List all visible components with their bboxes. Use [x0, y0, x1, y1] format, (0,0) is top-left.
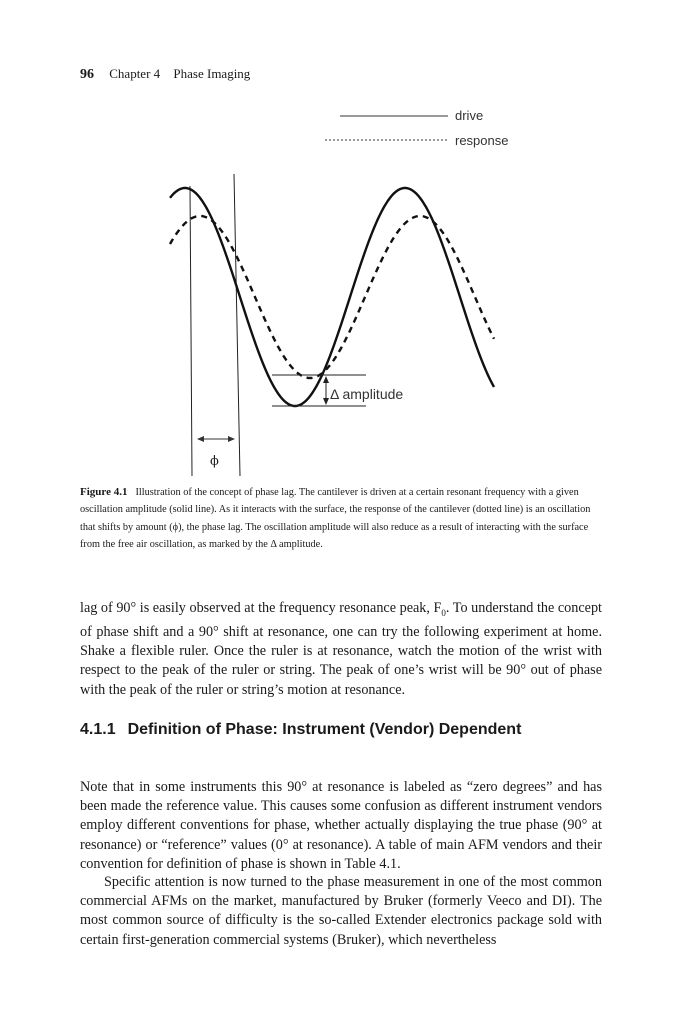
amplitude-arrow-head-up [323, 376, 329, 383]
paragraph-3: Specific attention is now turned to the phase measurement in one of the most common commercial AFMs on the market, manufactured by Bruker (formerly Veeco and DI). The most common source of difficulty is the so-called Extender electronics package sold with certain first-generation commercial systems (Bruker), which nevertheless [80, 874, 602, 948]
para1-text-b: . To understand the concept of phase shift and a 90° shift at resonance, one can try the following experiment at home. Shake a flexible ruler. Once the ruler is at resonance, watch the motion of the wrist with respect to the peak of the ruler or string. The peak of one’s wrist will be 90° out of phase with the peak of the ruler or string’s motion at resonance. [80, 600, 602, 698]
legend-drive-label: drive [455, 108, 484, 123]
phase-arrow-head-right [228, 436, 235, 442]
phase-symbol: ϕ [210, 454, 219, 469]
amplitude-label: Δ amplitude [330, 386, 404, 402]
section-heading [80, 720, 580, 739]
page-number: 96 [80, 67, 94, 82]
drive-wave [170, 188, 494, 406]
chapter-label: Chapter 4 [109, 66, 161, 81]
caption-text: Illustration of the concept of phase lag. The cantilever is driven at a certain resonant frequency with a given oscillation amplitude (solid line). As it interacts with the surface, the response of the cantilever (dotted line) is an oscillation that shifts by amount (ϕ), the phase lag. The oscillation amplitude will also reduce as a result of interacting with the surface from the free air oscillation, as marked by the Δ amplitude. [80, 487, 591, 550]
chapter-title: Phase Imaging [173, 66, 251, 81]
phase-marker-response [234, 174, 240, 476]
figure-caption [80, 484, 600, 553]
phase-lag-figure [160, 98, 520, 478]
running-header [80, 66, 250, 83]
legend-response-label: response [455, 133, 509, 148]
phase-arrow-head-left [197, 436, 204, 442]
para1-subscript: 0 [441, 607, 446, 618]
paragraph-1 [80, 599, 602, 700]
caption-label: Figure 4.1 [80, 486, 128, 498]
amplitude-arrow-head-down [323, 398, 329, 405]
section-number: 4.1.1 [80, 721, 116, 738]
section-title: Definition of Phase: Instrument (Vendor) Dependent [127, 721, 522, 738]
para1-text-a: lag of 90° is easily observed at the frequency resonance peak, F [80, 600, 442, 616]
paragraph-2: Note that in some instruments this 90° at resonance is labeled as “zero degrees” and has been made the reference value. This causes some confusion as different instrument vendors employ different conventions for phase, whether actually displaying the true phase (90° at resonance) or “reference” values (0° at resonance). A table of main AFM vendors and their convention for definition of phase is shown in Table 4.1. [80, 779, 602, 872]
phase-marker-drive [190, 186, 192, 476]
